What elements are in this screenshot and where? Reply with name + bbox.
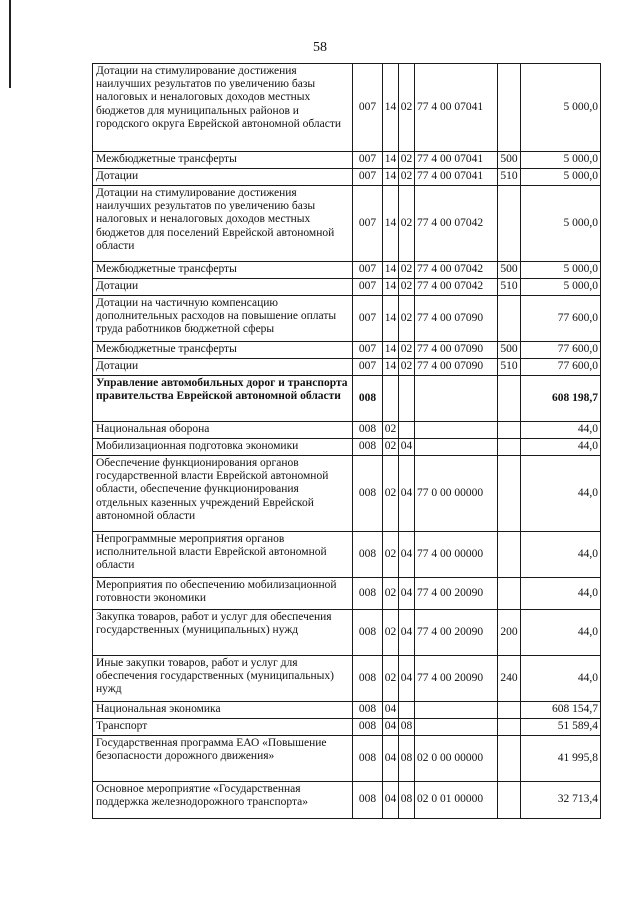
row-target-article-code	[415, 719, 498, 736]
row-subsection-code: 04	[399, 656, 415, 702]
row-expense-type-code: 500	[498, 262, 521, 279]
table-row	[93, 422, 601, 439]
row-grbs-code: 008	[353, 736, 383, 782]
row-grbs-code: 008	[353, 532, 383, 578]
row-section-code: 04	[383, 719, 399, 736]
row-target-article-code: 77 4 00 20090	[415, 656, 498, 702]
row-subsection-code: 04	[399, 456, 415, 532]
row-section-code: 14	[383, 279, 399, 296]
row-section-code	[383, 376, 399, 422]
row-expense-type-code	[498, 64, 521, 152]
table-row	[93, 296, 601, 342]
row-target-article-code: 02 0 00 00000	[415, 736, 498, 782]
table-row	[93, 152, 601, 169]
row-section-code: 02	[383, 578, 399, 610]
row-subsection-code: 04	[399, 610, 415, 656]
page-number: 58	[313, 40, 327, 55]
table-row	[93, 439, 601, 456]
row-section-code: 14	[383, 186, 399, 262]
row-expense-type-code	[498, 532, 521, 578]
row-grbs-code: 008	[353, 610, 383, 656]
row-subsection-code: 02	[399, 262, 415, 279]
row-section-code: 14	[383, 152, 399, 169]
row-amount: 44,0	[521, 422, 601, 439]
row-expense-type-code: 500	[498, 342, 521, 359]
row-amount: 608 154,7	[521, 702, 601, 719]
row-expense-type-code	[498, 422, 521, 439]
row-target-article-code: 77 4 00 07090	[415, 359, 498, 376]
row-amount: 608 198,7	[521, 376, 601, 422]
row-section-code: 02	[383, 422, 399, 439]
row-expense-type-code	[498, 186, 521, 262]
row-amount: 77 600,0	[521, 342, 601, 359]
row-expense-type-code	[498, 376, 521, 422]
row-section-code: 14	[383, 342, 399, 359]
row-name: Непрограммные мероприятия органов исполнительной власти Еврейской автономной области	[93, 532, 353, 578]
row-grbs-code: 007	[353, 359, 383, 376]
row-name: Транспорт	[93, 719, 353, 736]
table-row	[93, 456, 601, 532]
row-section-code: 14	[383, 64, 399, 152]
row-grbs-code: 008	[353, 656, 383, 702]
row-section-code: 02	[383, 456, 399, 532]
row-amount: 44,0	[521, 456, 601, 532]
row-subsection-code: 02	[399, 64, 415, 152]
row-target-article-code: 77 4 00 07042	[415, 186, 498, 262]
table-row	[93, 736, 601, 782]
row-section-code: 14	[383, 262, 399, 279]
row-expense-type-code	[498, 578, 521, 610]
row-target-article-code: 77 4 00 07041	[415, 64, 498, 152]
row-section-code: 14	[383, 359, 399, 376]
row-name: Государственная программа ЕАО «Повышение безопасности дорожного движения»	[93, 736, 353, 782]
row-amount: 5 000,0	[521, 169, 601, 186]
row-subsection-code: 02	[399, 359, 415, 376]
table-row	[93, 359, 601, 376]
row-amount: 77 600,0	[521, 359, 601, 376]
row-target-article-code	[415, 702, 498, 719]
row-target-article-code	[415, 376, 498, 422]
row-target-article-code	[415, 422, 498, 439]
row-name: Основное мероприятие «Государственная поддержка железнодорожного транспорта»	[93, 782, 353, 819]
row-amount: 32 713,4	[521, 782, 601, 819]
table-row	[93, 169, 601, 186]
row-amount: 5 000,0	[521, 186, 601, 262]
table-row	[93, 342, 601, 359]
row-section-code: 04	[383, 736, 399, 782]
row-name: Национальная оборона	[93, 422, 353, 439]
row-section-code: 04	[383, 702, 399, 719]
row-expense-type-code	[498, 719, 521, 736]
row-subsection-code	[399, 422, 415, 439]
table-row	[93, 376, 601, 422]
row-name: Дотации	[93, 279, 353, 296]
row-subsection-code: 04	[399, 578, 415, 610]
row-name: Обеспечение функционирования органов государственной власти Еврейской автономной области, обеспечение функционирования отдельных казенных учреждений Еврейской автономной области	[93, 456, 353, 532]
row-name: Межбюджетные трансферты	[93, 342, 353, 359]
row-subsection-code	[399, 702, 415, 719]
table-row	[93, 532, 601, 578]
row-amount: 44,0	[521, 532, 601, 578]
row-name: Дотации на частичную компенсацию дополнительных расходов на повышение оплаты труда работников бюджетной сферы	[93, 296, 353, 342]
row-section-code: 02	[383, 656, 399, 702]
row-expense-type-code: 200	[498, 610, 521, 656]
row-grbs-code: 008	[353, 719, 383, 736]
row-grbs-code: 007	[353, 186, 383, 262]
row-name: Национальная экономика	[93, 702, 353, 719]
row-grbs-code: 007	[353, 296, 383, 342]
row-subsection-code: 02	[399, 169, 415, 186]
row-name: Дотации на стимулирование достижения наилучших результатов по увеличению базы налоговых и неналоговых доходов местных бюджетов для муниципальных районов и городского округа Еврейской автономной области	[93, 64, 353, 152]
row-section-code: 02	[383, 439, 399, 456]
row-grbs-code: 008	[353, 578, 383, 610]
row-name: Дотации на стимулирование достижения наилучших результатов по увеличению базы налоговых и неналоговых доходов местных бюджетов для поселений Еврейской автономной области	[93, 186, 353, 262]
row-name: Управление автомобильных дорог и транспорта правительства Еврейской автономной области	[93, 376, 353, 422]
budget-table	[92, 63, 601, 819]
row-target-article-code: 77 0 00 00000	[415, 456, 498, 532]
row-name: Мобилизационная подготовка экономики	[93, 439, 353, 456]
row-target-article-code: 77 4 00 20090	[415, 578, 498, 610]
row-grbs-code: 008	[353, 422, 383, 439]
row-expense-type-code: 510	[498, 359, 521, 376]
row-amount: 44,0	[521, 578, 601, 610]
row-target-article-code: 02 0 01 00000	[415, 782, 498, 819]
row-target-article-code: 77 4 00 20090	[415, 610, 498, 656]
row-expense-type-code: 510	[498, 169, 521, 186]
table-row	[93, 656, 601, 702]
table-row	[93, 702, 601, 719]
row-target-article-code: 77 4 00 07090	[415, 296, 498, 342]
row-amount: 5 000,0	[521, 64, 601, 152]
row-section-code: 02	[383, 532, 399, 578]
row-grbs-code: 007	[353, 64, 383, 152]
row-grbs-code: 007	[353, 262, 383, 279]
table-row	[93, 279, 601, 296]
row-expense-type-code: 240	[498, 656, 521, 702]
row-subsection-code: 02	[399, 279, 415, 296]
row-amount: 51 589,4	[521, 719, 601, 736]
row-grbs-code: 007	[353, 152, 383, 169]
row-name: Иные закупки товаров, работ и услуг для обеспечения государственных (муниципальных) нужд	[93, 656, 353, 702]
row-amount: 41 995,8	[521, 736, 601, 782]
row-section-code: 04	[383, 782, 399, 819]
row-grbs-code: 008	[353, 456, 383, 532]
table-row	[93, 719, 601, 736]
row-expense-type-code: 500	[498, 152, 521, 169]
row-subsection-code: 02	[399, 296, 415, 342]
row-name: Дотации	[93, 169, 353, 186]
row-expense-type-code	[498, 702, 521, 719]
row-amount: 5 000,0	[521, 152, 601, 169]
row-amount: 44,0	[521, 610, 601, 656]
row-subsection-code: 04	[399, 532, 415, 578]
row-name: Межбюджетные трансферты	[93, 152, 353, 169]
row-expense-type-code: 510	[498, 279, 521, 296]
row-target-article-code: 77 4 00 07090	[415, 342, 498, 359]
table-row	[93, 578, 601, 610]
row-name: Дотации	[93, 359, 353, 376]
table-row	[93, 782, 601, 819]
row-subsection-code: 02	[399, 342, 415, 359]
row-amount: 5 000,0	[521, 262, 601, 279]
row-target-article-code: 77 4 00 00000	[415, 532, 498, 578]
row-grbs-code: 007	[353, 279, 383, 296]
row-section-code: 02	[383, 610, 399, 656]
row-target-article-code	[415, 439, 498, 456]
table-row	[93, 186, 601, 262]
row-subsection-code: 02	[399, 186, 415, 262]
row-grbs-code: 008	[353, 376, 383, 422]
row-grbs-code: 007	[353, 342, 383, 359]
row-amount: 44,0	[521, 656, 601, 702]
row-expense-type-code	[498, 296, 521, 342]
row-grbs-code: 007	[353, 169, 383, 186]
row-expense-type-code	[498, 439, 521, 456]
row-target-article-code: 77 4 00 07041	[415, 169, 498, 186]
row-subsection-code: 04	[399, 439, 415, 456]
row-subsection-code: 08	[399, 719, 415, 736]
row-subsection-code: 08	[399, 736, 415, 782]
row-target-article-code: 77 4 00 07041	[415, 152, 498, 169]
row-target-article-code: 77 4 00 07042	[415, 262, 498, 279]
row-name: Закупка товаров, работ и услуг для обеспечения государственных (муниципальных) нужд	[93, 610, 353, 656]
row-expense-type-code	[498, 782, 521, 819]
row-subsection-code	[399, 376, 415, 422]
row-expense-type-code	[498, 736, 521, 782]
table-row	[93, 610, 601, 656]
row-section-code: 14	[383, 296, 399, 342]
row-amount: 44,0	[521, 439, 601, 456]
row-subsection-code: 02	[399, 152, 415, 169]
row-target-article-code: 77 4 00 07042	[415, 279, 498, 296]
row-grbs-code: 008	[353, 782, 383, 819]
row-name: Межбюджетные трансферты	[93, 262, 353, 279]
table-row	[93, 64, 601, 152]
row-grbs-code: 008	[353, 439, 383, 456]
row-amount: 5 000,0	[521, 279, 601, 296]
row-amount: 77 600,0	[521, 296, 601, 342]
row-section-code: 14	[383, 169, 399, 186]
table-row	[93, 262, 601, 279]
row-subsection-code: 08	[399, 782, 415, 819]
row-expense-type-code	[498, 456, 521, 532]
row-grbs-code: 008	[353, 702, 383, 719]
row-name: Мероприятия по обеспечению мобилизационной готовности экономики	[93, 578, 353, 610]
